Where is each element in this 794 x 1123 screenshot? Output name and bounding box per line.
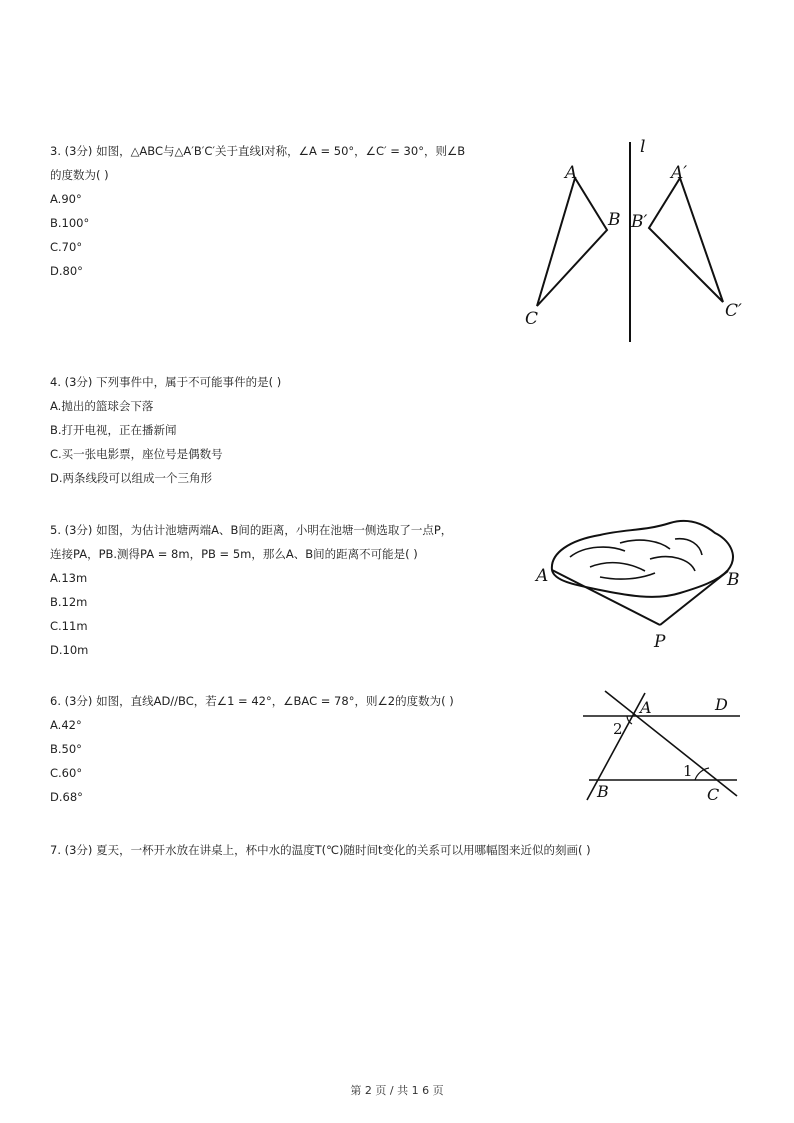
question-5-stem-line-2: 连接PA，PB.测得PA = 8m，PB = 5m，那么A、B间的距离不可能是( ) xyxy=(50,547,418,561)
question-7 xyxy=(50,838,591,862)
question-6-option-c[interactable]: C.60° xyxy=(50,766,83,780)
figure-symmetric-triangles xyxy=(515,130,755,350)
question-6-option-b[interactable]: B.50° xyxy=(50,742,82,756)
question-3-option-b[interactable]: B.100° xyxy=(50,216,90,230)
question-3-option-c[interactable]: C.70° xyxy=(50,240,83,254)
label-a: A xyxy=(565,163,578,183)
label-angle-2: 2 xyxy=(613,720,623,738)
question-3 xyxy=(50,139,465,283)
question-5-option-b[interactable]: B.12m xyxy=(50,595,88,609)
question-6-option-d[interactable]: D.68° xyxy=(50,790,83,804)
question-4-option-d[interactable]: D.两条线段可以组成一个三角形 xyxy=(50,471,213,485)
pond-outline xyxy=(552,521,733,597)
segment-pb xyxy=(660,571,728,625)
question-6 xyxy=(50,689,454,809)
question-5-stem-line-1: 5. (3分) 如图，为估计池塘两端A、B间的距离，小明在池塘一侧选取了一点P， xyxy=(50,523,453,537)
label-d: D xyxy=(715,695,728,714)
label-c-prime: C′ xyxy=(725,301,742,321)
label-p: P xyxy=(654,632,666,652)
triangle-a-b-c-prime xyxy=(649,178,723,302)
label-b: B xyxy=(608,210,621,230)
question-6-stem-line-1: 6. (3分) 如图，直线AD//BC，若∠1 = 42°，∠BAC = 78°，则∠2的度数为( ) xyxy=(50,694,454,708)
question-4 xyxy=(50,370,281,490)
question-5-option-d[interactable]: D.10m xyxy=(50,643,89,657)
pond-ripples xyxy=(570,539,702,579)
question-5-option-a[interactable]: A.13m xyxy=(50,571,88,585)
label-angle-1: 1 xyxy=(683,762,693,780)
question-5-option-c[interactable]: C.11m xyxy=(50,619,88,633)
question-6-option-a[interactable]: A.42° xyxy=(50,718,82,732)
triangle-abc xyxy=(537,178,607,306)
question-4-option-a[interactable]: A.抛出的篮球会下落 xyxy=(50,399,154,413)
label-l: l xyxy=(640,137,646,157)
label-a: A xyxy=(536,566,549,586)
question-4-option-b[interactable]: B.打开电视，正在播新闻 xyxy=(50,423,177,437)
label-c: C xyxy=(525,309,539,329)
label-c: C xyxy=(707,785,720,804)
question-3-option-d[interactable]: D.80° xyxy=(50,264,83,278)
question-4-option-c[interactable]: C.买一张电影票，座位号是偶数号 xyxy=(50,447,223,461)
question-4-stem-line-1: 4. (3分) 下列事件中，属于不可能事件的是( ) xyxy=(50,375,282,389)
label-b-prime: B′ xyxy=(631,212,648,232)
figure-pond xyxy=(530,515,750,655)
question-3-option-a[interactable]: A.90° xyxy=(50,192,82,206)
question-5 xyxy=(50,518,452,662)
question-3-stem-line-1: 3. (3分) 如图，△ABC与△A′B′C′关于直线l对称，∠A = 50°，∠C′ = 30°，则∠B xyxy=(50,144,466,158)
label-b: B xyxy=(727,570,740,590)
label-a-prime: A′ xyxy=(671,163,688,183)
label-b: B xyxy=(597,782,609,801)
label-a: A xyxy=(640,698,652,717)
figure-parallel-lines xyxy=(575,688,750,808)
question-3-stem-line-2: 的度数为( ) xyxy=(50,168,109,182)
line-ab xyxy=(587,693,645,800)
question-7-stem-line-1: 7. (3分) 夏天，一杯开水放在讲桌上，杯中水的温度T(℃)随时间t变化的关系可以用哪幅图来近似的刻画( ) xyxy=(50,843,591,857)
angle-1-arc xyxy=(695,768,709,780)
page-footer: 第 2 页 / 共 1 6 页 xyxy=(350,1084,444,1097)
